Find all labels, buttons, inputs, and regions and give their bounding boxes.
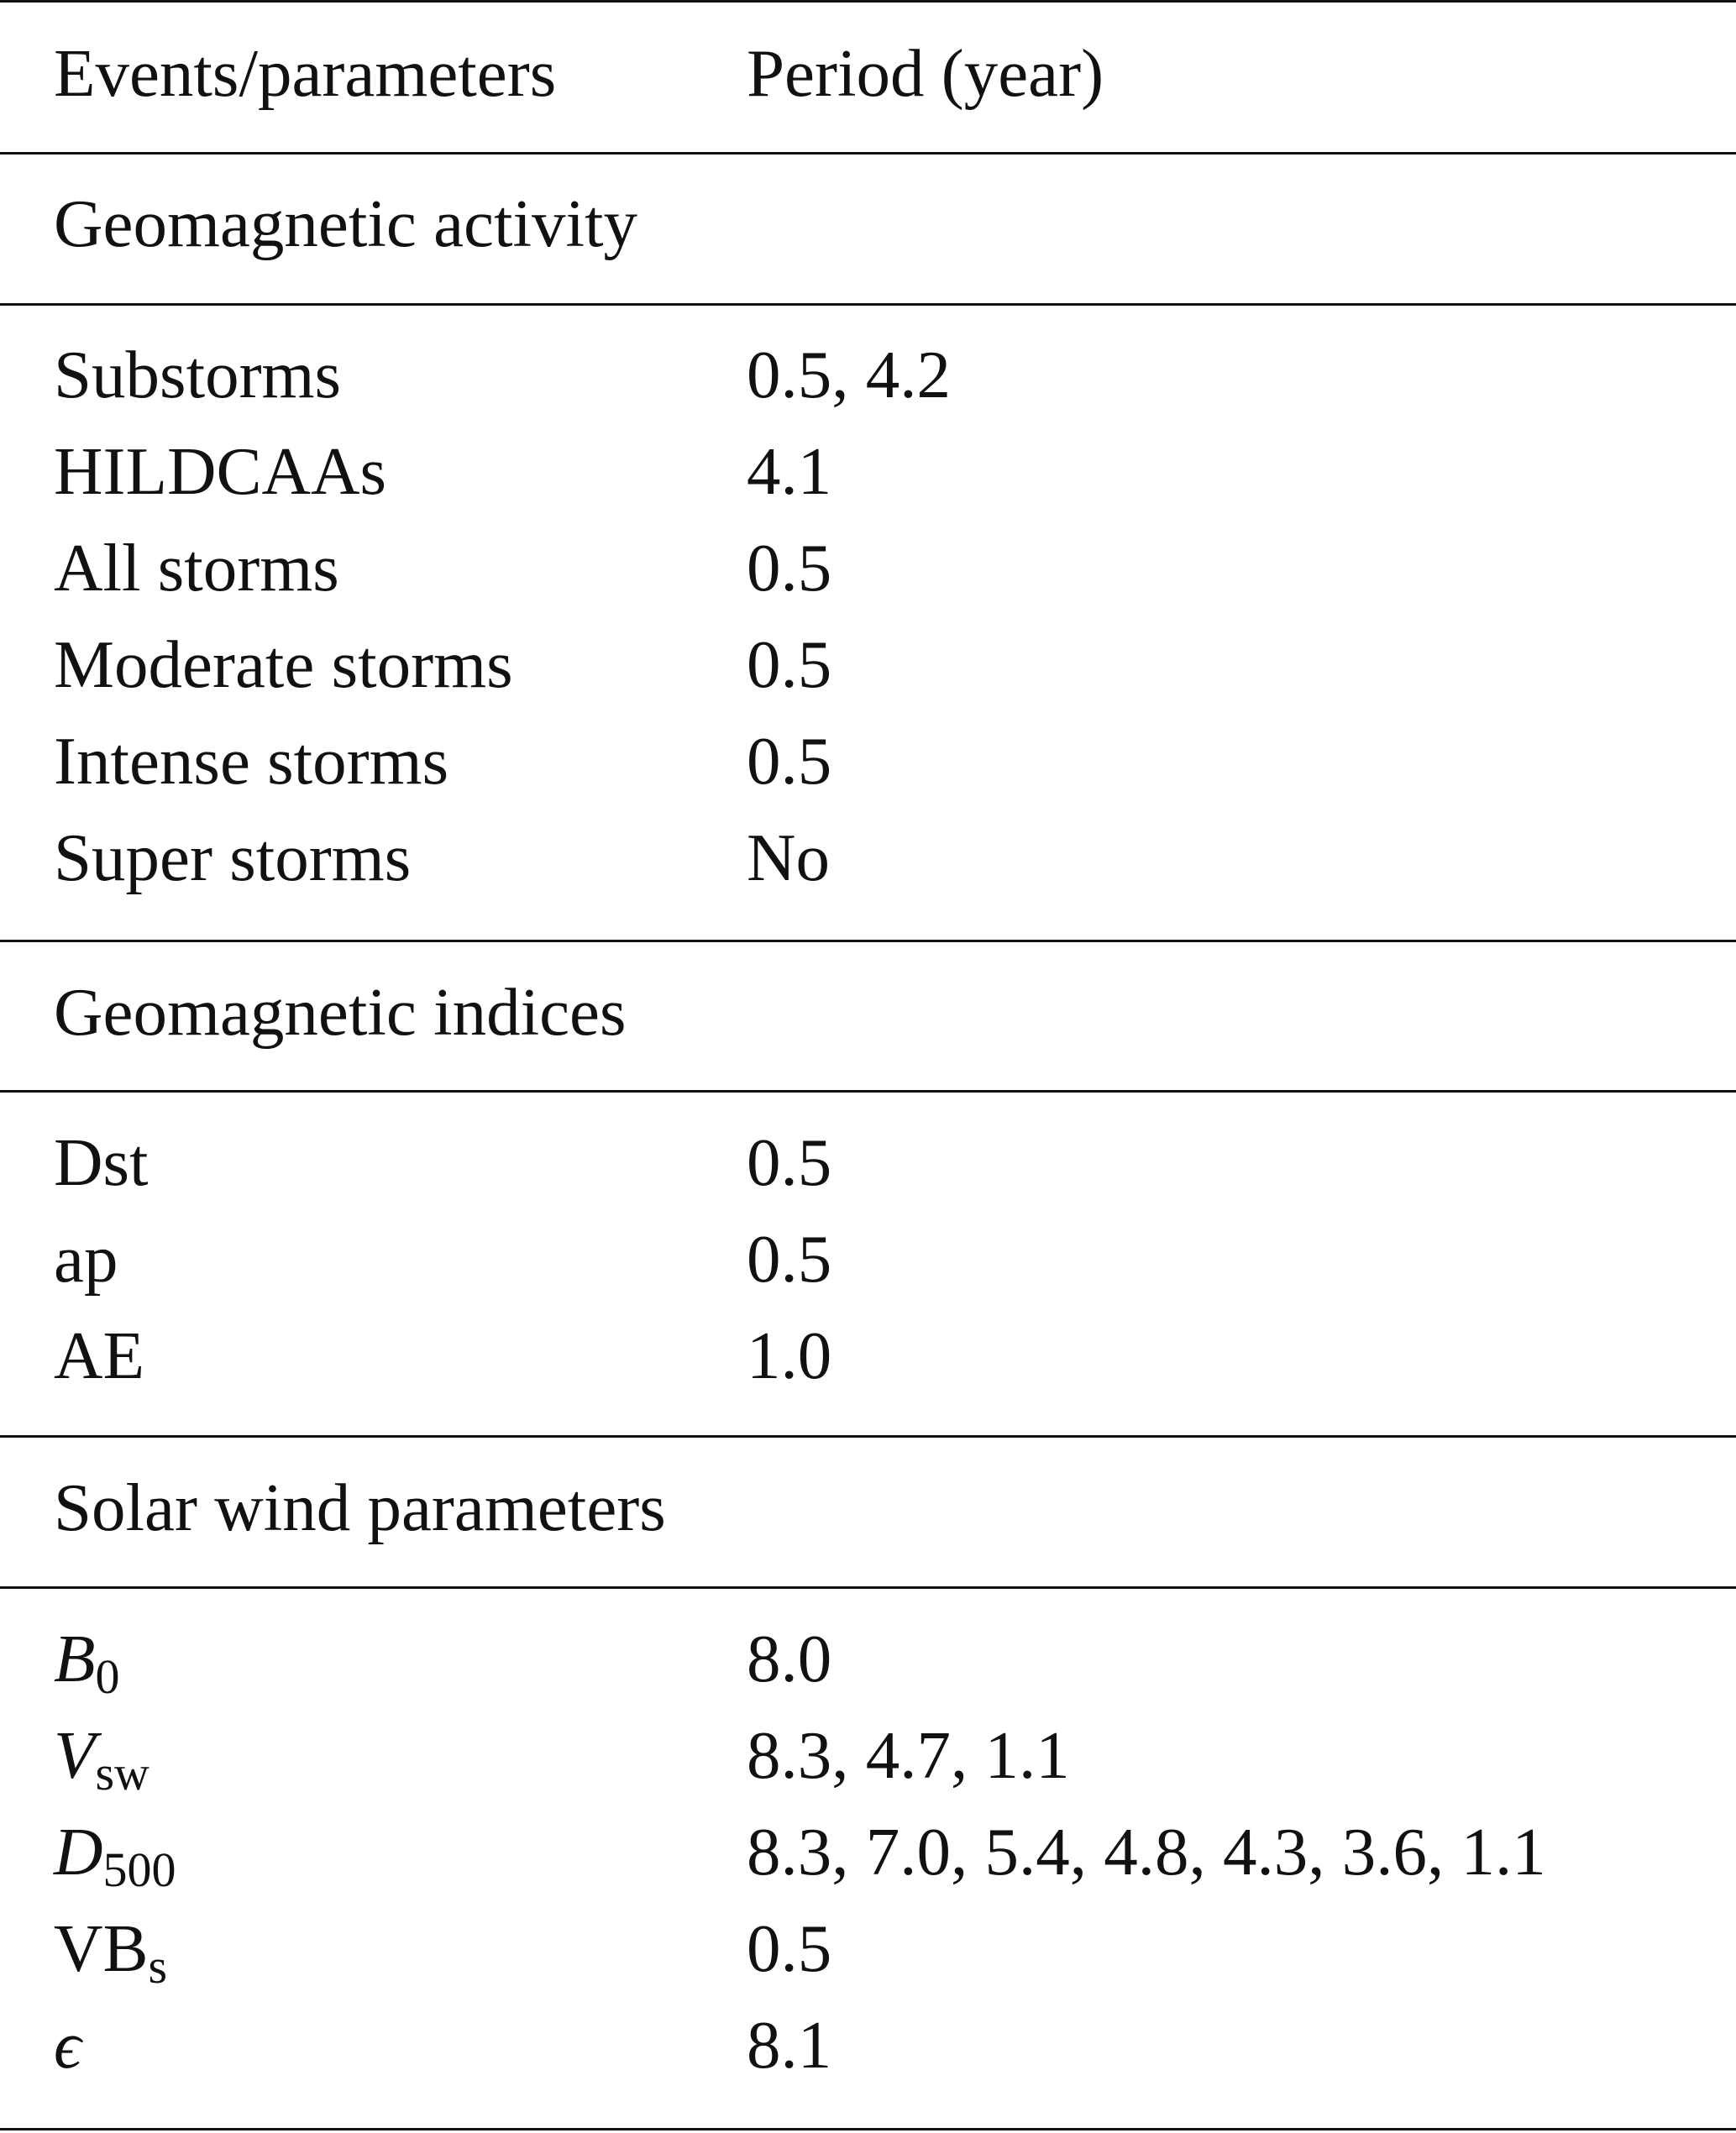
section-rule-geomagnetic-activity [0, 303, 1736, 306]
row-period: 0.5 [747, 626, 832, 702]
symbol-base: VB [54, 1910, 149, 1986]
header-events-parameters: Events/parameters [54, 35, 557, 111]
symbol-base: B [54, 1621, 96, 1696]
row-period: No [747, 820, 830, 895]
symbol-base: V [54, 1717, 96, 1793]
row-period: 0.5 [747, 1221, 832, 1297]
row-label: Dst [54, 1124, 149, 1200]
row-label-vsw [54, 1713, 149, 1800]
symbol-subscript: s [148, 1939, 168, 1994]
row-label: Moderate storms [54, 626, 513, 702]
section-rule-solar-wind-parameters [0, 1586, 1736, 1589]
row-label-vbs [54, 1906, 168, 1994]
row-label: HILDCAAs [54, 433, 386, 509]
row-label: Substorms [54, 337, 342, 412]
row-period: 0.5 [747, 1124, 832, 1200]
section-rule-geomagnetic-indices [0, 1090, 1736, 1093]
row-period: 8.3, 4.7, 1.1 [747, 1717, 1070, 1793]
row-label: Super storms [54, 820, 412, 895]
header-rule [0, 152, 1736, 155]
symbol-subscript: 500 [102, 1842, 176, 1897]
row-label: All storms [54, 530, 339, 605]
symbol-subscript: 0 [95, 1649, 120, 1704]
row-label: ap [54, 1221, 118, 1297]
symbol-base: ϵ [54, 2007, 81, 2083]
row-period: 0.5 [747, 530, 832, 605]
row-period: 0.5 [747, 1910, 832, 1986]
row-period: 0.5, 4.2 [747, 337, 951, 412]
row-period: 8.0 [747, 1621, 832, 1696]
row-period: 1.0 [747, 1318, 832, 1393]
table-bottom-rule [0, 2128, 1736, 2130]
row-period: 8.3, 7.0, 5.4, 4.8, 4.3, 3.6, 1.1 [747, 1814, 1546, 1889]
table-top-rule [0, 0, 1736, 3]
section-end-rule-geomagnetic-activity [0, 940, 1736, 942]
section-end-rule-geomagnetic-indices [0, 1435, 1736, 1438]
row-label: Intense storms [54, 723, 449, 799]
row-label-epsilon [54, 2003, 81, 2087]
row-label-b0 [54, 1617, 120, 1704]
header-period-year: Period (year) [747, 35, 1104, 111]
section-title-geomagnetic-activity: Geomagnetic activity [54, 186, 637, 261]
row-period: 0.5 [747, 723, 832, 799]
row-period: 4.1 [747, 433, 832, 509]
row-label: AE [54, 1318, 144, 1393]
section-title-geomagnetic-indices: Geomagnetic indices [54, 974, 627, 1050]
row-period: 8.1 [747, 2007, 832, 2083]
symbol-subscript: sw [95, 1746, 149, 1800]
symbol-base: D [54, 1814, 103, 1889]
row-label-d500 [54, 1810, 176, 1897]
section-title-solar-wind-parameters: Solar wind parameters [54, 1470, 666, 1545]
